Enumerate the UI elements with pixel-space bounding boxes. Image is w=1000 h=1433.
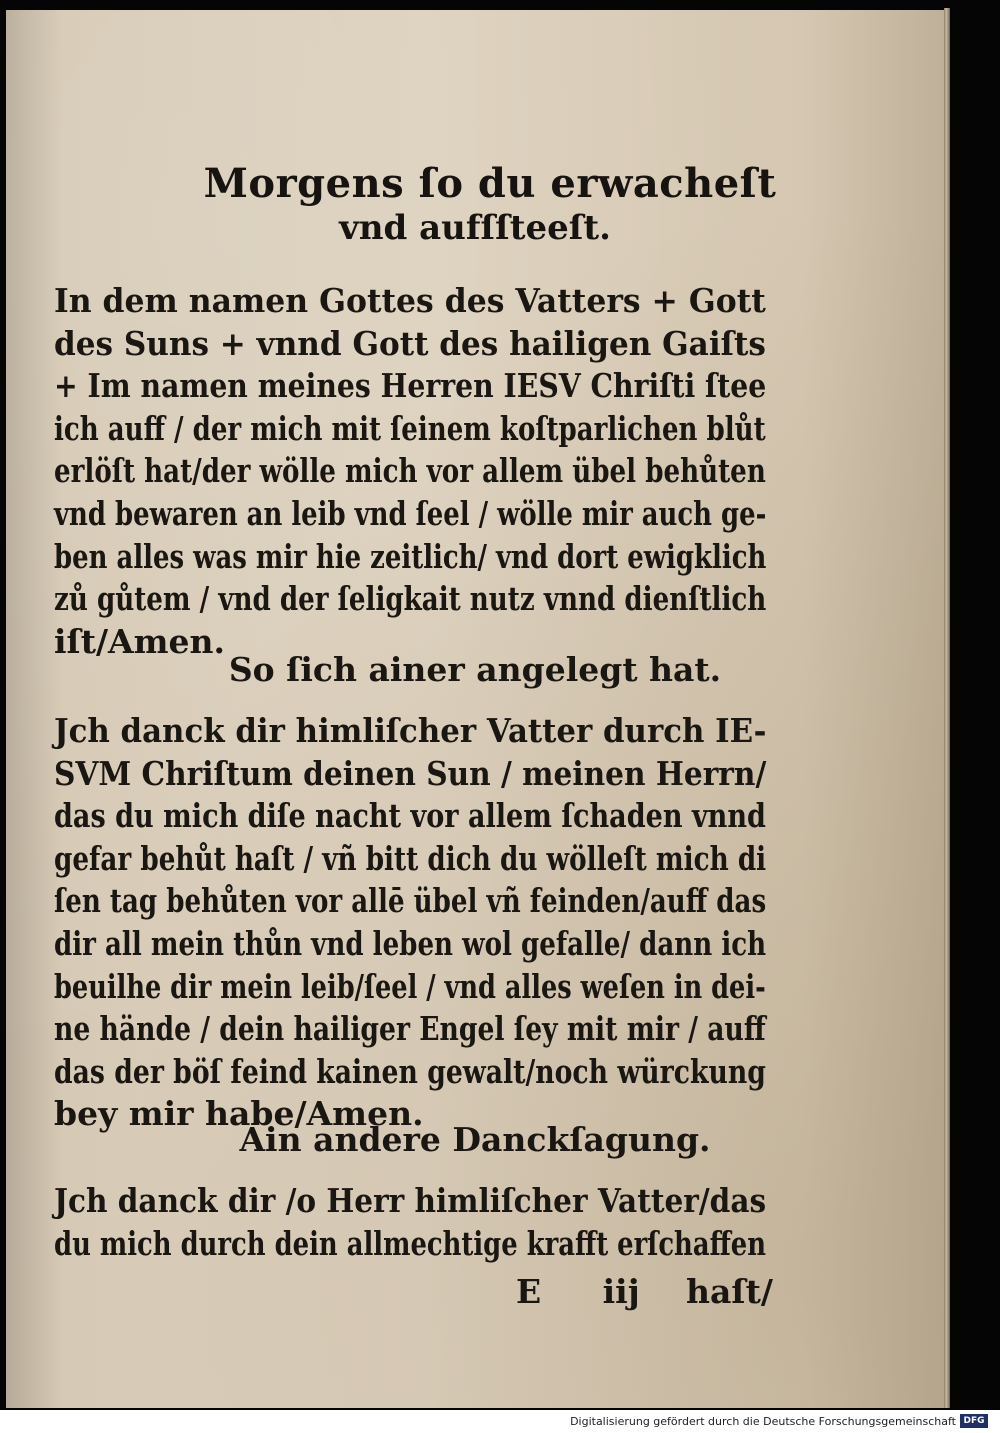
subheading-dressed: So ſich ainer angelegt hat. bbox=[228, 650, 722, 689]
text-line: + Im namen meines Herren IESV Chriſti ſtee bbox=[54, 366, 767, 406]
text-line: das du mich diſe nacht vor allem ſchaden vnnd bbox=[54, 796, 766, 836]
paragraph-morning-prayer bbox=[54, 280, 766, 663]
text-line: erlöſt hat/der wölle mich vor allem übel behůten bbox=[54, 451, 766, 491]
text-line: bey mir habe/Amen. bbox=[54, 1094, 424, 1134]
page-edge bbox=[944, 8, 950, 1408]
text-line: ne hände / dein hailiger Engel ſey mit mir / auff bbox=[54, 1009, 766, 1049]
text-line: ſen tag behůten vor allē übel vñ feinden/auff das bbox=[54, 881, 767, 921]
funding-credit: Digitalisierung gefördert durch die Deutsche Forschungsgemeinschaft bbox=[570, 1415, 956, 1428]
paragraph-thanksgiving bbox=[54, 710, 766, 1136]
text-line: vnd bewaren an leib vnd ſeel / wölle mir auch ge- bbox=[54, 493, 767, 533]
subheading-another-thanksgiving: Ain andere Danckſagung. bbox=[239, 1120, 711, 1159]
text-line: ben alles was mir hie zeitlich/ vnd dort ewigklich bbox=[54, 536, 767, 576]
text-line: ich auff / der mich mit ſeinem koſtparlichen blůt bbox=[54, 408, 766, 448]
text-line: SVM Chriſtum deinen Sun / meinen Herrn/ bbox=[54, 753, 767, 793]
text-line: dir all mein thůn vnd leben wol gefalle/ dann ich bbox=[54, 923, 767, 963]
book-page bbox=[6, 10, 944, 1408]
catchword: haſt/ bbox=[686, 1272, 773, 1311]
signature-mark: E iij bbox=[516, 1272, 640, 1311]
text-line: iſt/Amen. bbox=[54, 621, 226, 661]
text-line: beuilhe dir mein leib/ſeel / vnd alles weſen in dei- bbox=[54, 966, 766, 1006]
text-line: gefar behůt haſt / vñ bitt dich du wölleſt mich di bbox=[54, 838, 767, 878]
dfg-logo-icon: DFG bbox=[960, 1414, 988, 1428]
text-line: Jch danck dir himliſcher Vatter durch IE- bbox=[54, 711, 767, 750]
page-title-line2: vnd aufſſteeſt. bbox=[339, 208, 611, 248]
text-line: das der böſ feind kainen gewalt/noch würckung bbox=[54, 1051, 766, 1091]
text-line: zů gůtem / vnd der ſeligkait nutz vnnd dienſtlich bbox=[54, 579, 767, 619]
footer-bar bbox=[0, 1410, 1000, 1433]
page-title: Morgens ſo du erwacheſt bbox=[203, 160, 777, 207]
text-line: Jch danck dir /o Herr himliſcher Vatter/das bbox=[54, 1181, 767, 1220]
text-line: du mich durch dein allmechtige krafft erſchaffen bbox=[54, 1223, 767, 1263]
text-line: des Suns + vnnd Gott des hailigen Gaiſts bbox=[54, 323, 766, 363]
paragraph-third-prayer bbox=[54, 1180, 766, 1265]
text-line: In dem namen Gottes des Vatters + Gott bbox=[54, 281, 766, 320]
